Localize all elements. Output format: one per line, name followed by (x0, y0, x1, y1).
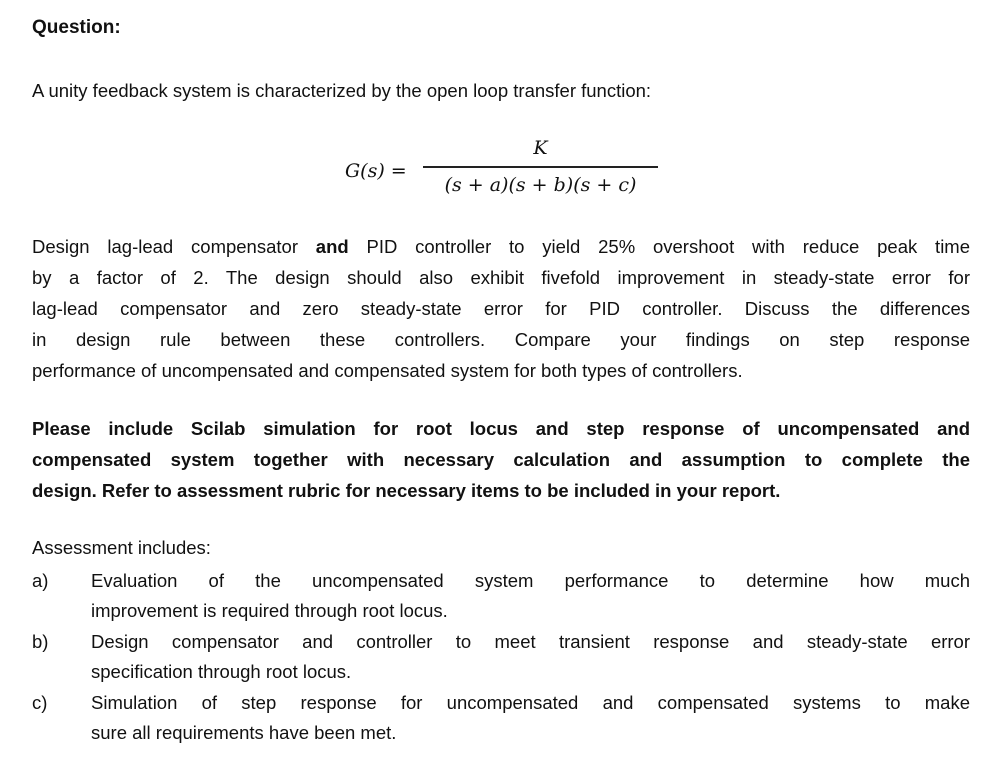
paragraph-line: in design rule between these controllers. Compare your findings on step response (32, 329, 970, 350)
item-body (91, 566, 970, 626)
item-body (91, 627, 970, 687)
paragraph-line (32, 231, 970, 262)
paragraph-line: by a factor of 2. The design should also exhibit fivefold improvement in steady-state error for (32, 267, 970, 288)
item-marker: a) (32, 570, 49, 591)
fraction-bar (423, 166, 658, 168)
transfer-function-equation (345, 135, 675, 215)
instructions-paragraph (32, 413, 970, 506)
equation-fraction (423, 135, 658, 198)
paragraph-line: compensated system together with necessary calculation and assumption to complete the (32, 449, 970, 470)
item-marker: c) (32, 692, 48, 713)
paragraph-line: Please include Scilab simulation for root locus and step response of uncompensated and (32, 418, 970, 439)
line-text: Design lag-lead compensator (32, 236, 316, 257)
paragraph-line: design. Refer to assessment rubric for necessary items to be included in your report. (32, 480, 781, 501)
item-line: specification through root locus. (91, 661, 352, 682)
equation-lhs: G(s) = (345, 160, 407, 182)
item-line: Evaluation of the uncompensated system performance to determine how much (91, 570, 970, 591)
question-heading: Question: (32, 17, 121, 38)
item-line: Simulation of step response for uncompensated and compensated systems to make (91, 692, 970, 713)
equation-denominator: (s + a)(s + b)(s + c) (444, 173, 637, 196)
item-marker: b) (32, 631, 49, 652)
item-line: sure all requirements have been met. (91, 722, 397, 743)
paragraph-line: lag-lead compensator and zero steady-state error for PID controller. Discuss the differences (32, 298, 970, 319)
equation-numerator: K (533, 137, 548, 159)
design-paragraph (32, 231, 970, 386)
bold-word: and (315, 236, 349, 257)
item-line: Design compensator and controller to meet transient response and steady-state error (91, 631, 970, 652)
intro-text: A unity feedback system is characterized by the open loop transfer function: (32, 80, 652, 101)
line-text: PID controller to yield 25% overshoot with reduce peak time (348, 236, 970, 257)
item-line: improvement is required through root locus. (91, 600, 448, 621)
assessment-title: Assessment includes: (32, 537, 211, 558)
paragraph-line: performance of uncompensated and compensated system for both types of controllers. (32, 360, 743, 381)
item-body (91, 688, 970, 748)
